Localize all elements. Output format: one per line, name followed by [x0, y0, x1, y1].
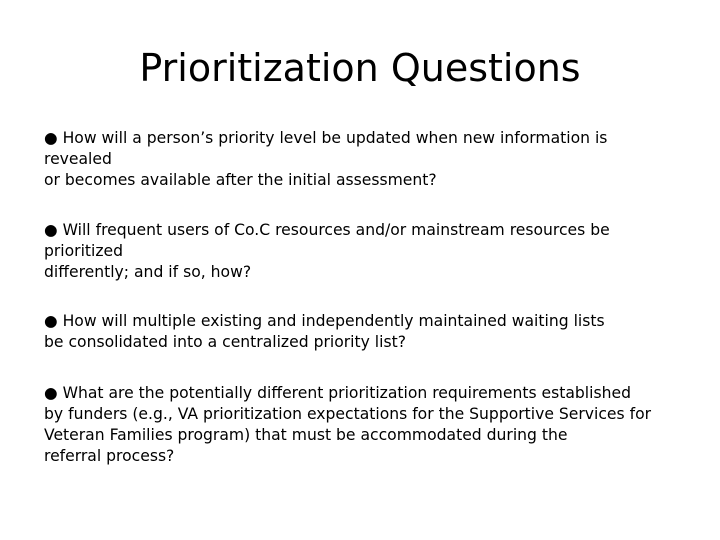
bullet-line: referral process?	[44, 447, 175, 465]
bullet-item	[44, 311, 684, 353]
bullet-line: prioritized	[44, 242, 124, 260]
bullet-line: ● Will frequent users of Co.C resources and/or mainstream resources be	[44, 221, 610, 239]
bullet-line: differently; and if so, how?	[44, 263, 252, 281]
bullet-line: revealed	[44, 150, 112, 168]
bullet-item	[44, 383, 684, 467]
bullet-item	[44, 220, 684, 283]
bullet-line: Veteran Families program) that must be accommodated during the	[44, 426, 568, 444]
bullet-line: ● How will multiple existing and independently maintained waiting lists	[44, 312, 605, 330]
bullet-line: ● How will a person’s priority level be updated when new information is	[44, 129, 608, 147]
bullet-item	[44, 128, 684, 191]
bullet-line: ● What are the potentially different prioritization requirements established	[44, 384, 631, 402]
bullet-line: or becomes available after the initial assessment?	[44, 171, 437, 189]
slide-title: Prioritization Questions	[139, 46, 581, 90]
bullet-line: be consolidated into a centralized priority list?	[44, 333, 406, 351]
bullet-line: by funders (e.g., VA prioritization expectations for the Supportive Services for	[44, 405, 652, 423]
